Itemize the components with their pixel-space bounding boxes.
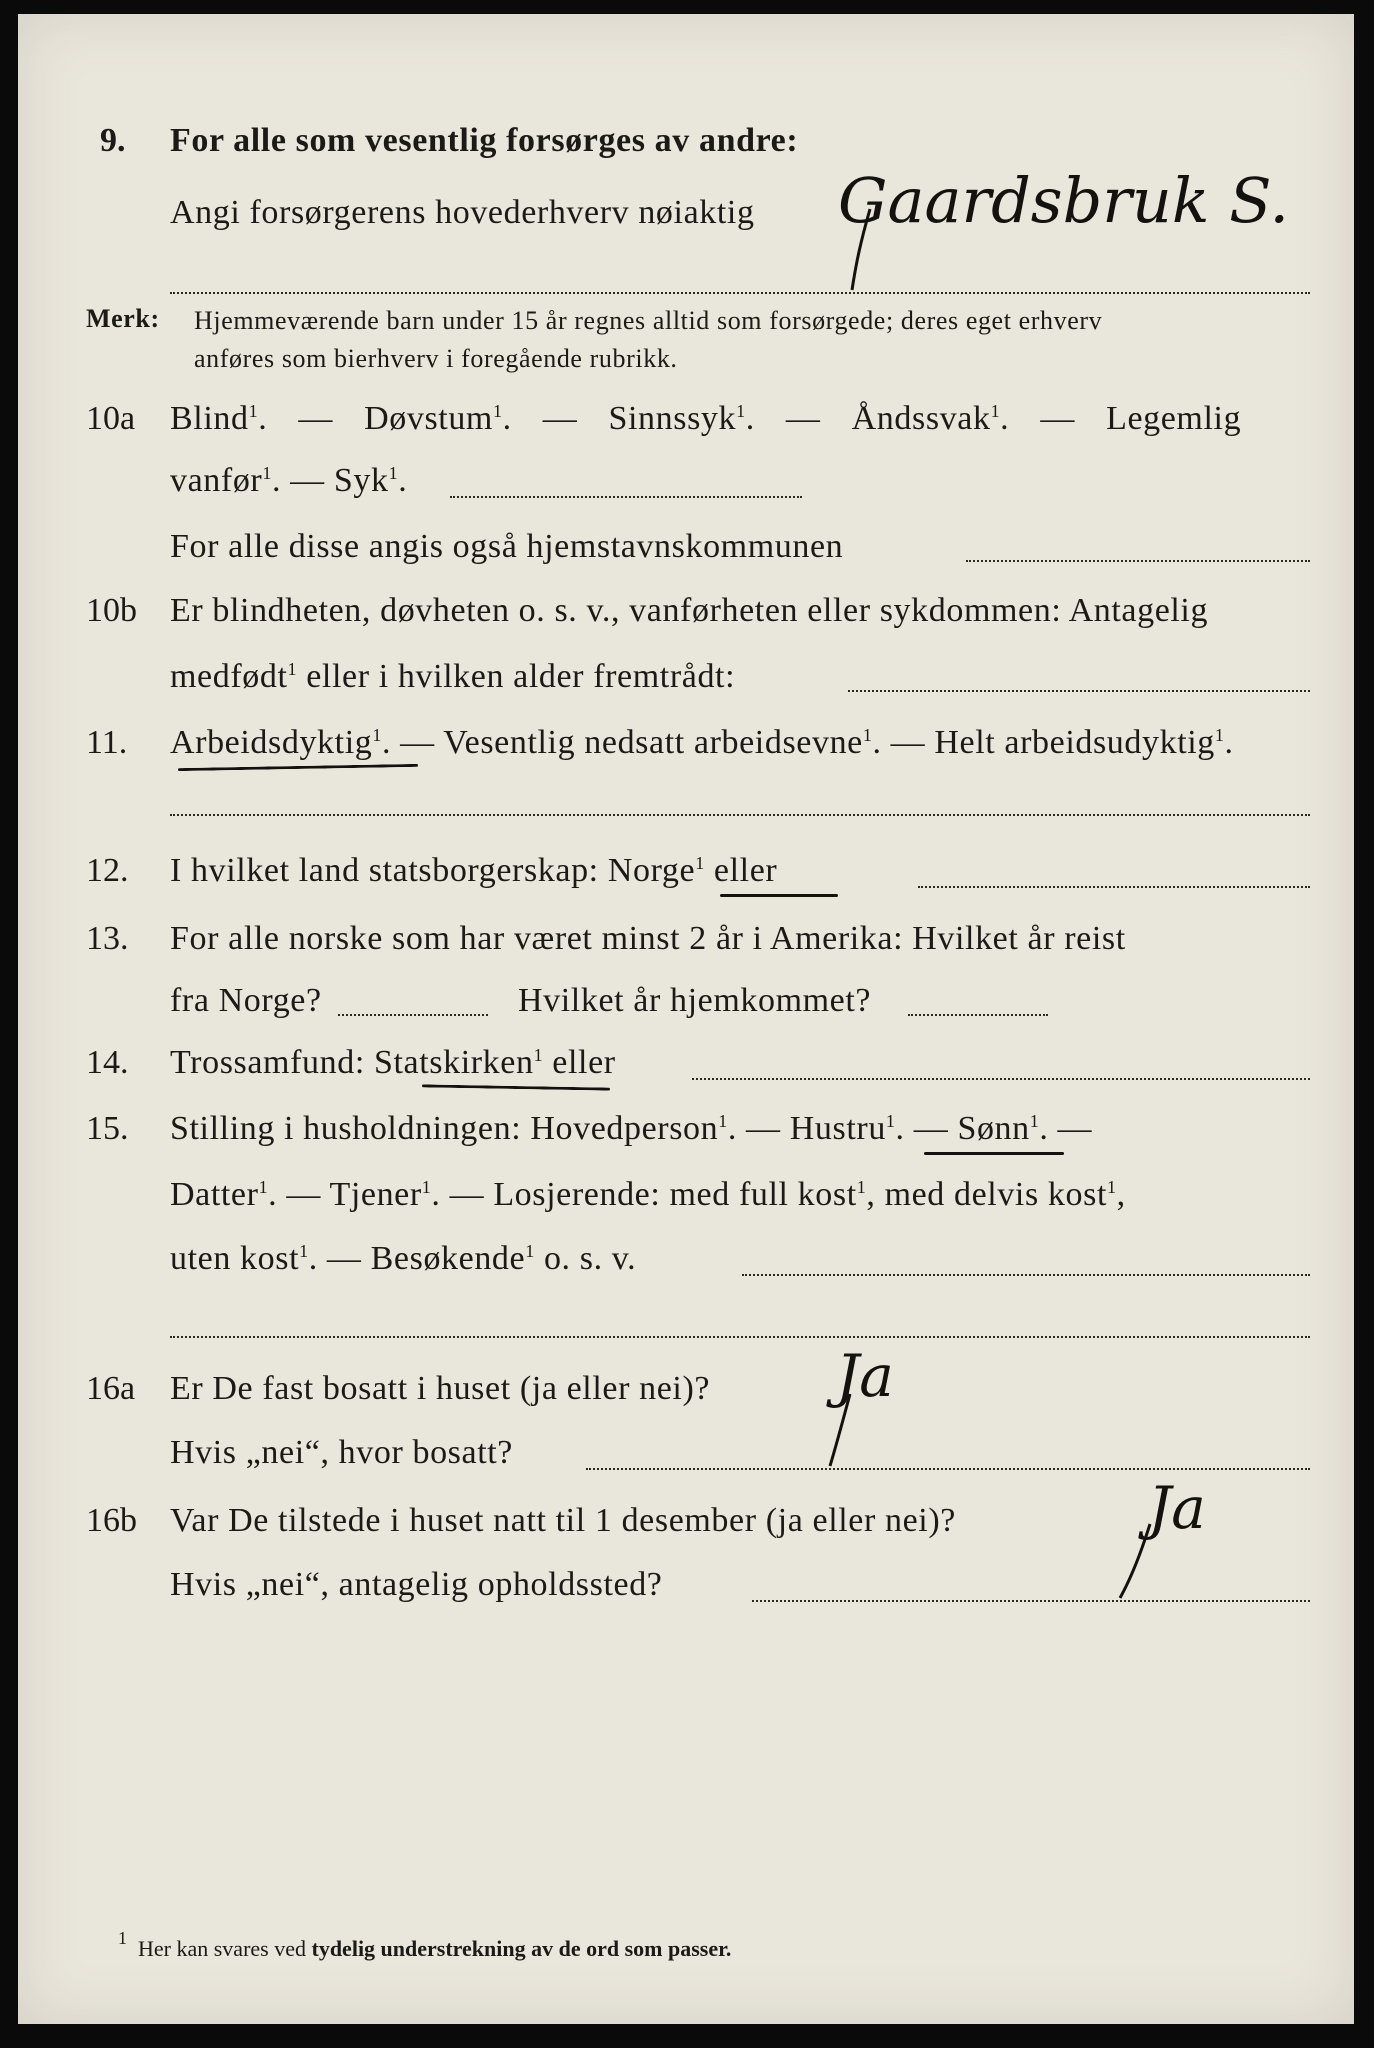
q16a-handwritten-answer: Ja <box>836 1342 894 1410</box>
item-number-16b: 16b <box>86 1502 137 1539</box>
q15-hovedperson: Hovedperson <box>530 1110 719 1147</box>
q15-sonn: Sønn <box>957 1110 1030 1147</box>
q16a-line-2: Hvis „nei“, hvor bosatt? <box>170 1434 513 1471</box>
item-number-12: 12. <box>86 852 129 889</box>
q11-line: Arbeidsdyktig$^1$. — Vesentlig nedsatt arbeidsevne$^1$. — Helt arbeidsudyktig$^1$. <box>170 724 1234 761</box>
q12-norge: Norge <box>607 852 696 889</box>
q10a-line-3: For alle disse angis også hjemstavnskommunen <box>170 528 844 565</box>
q10a-line-2: vanfør$^1$. — Syk$^1$. <box>170 462 408 499</box>
item-number-10b: 10b <box>86 592 137 629</box>
merk-line-1: Hjemmeværende barn under 15 år regnes alltid som forsørgede; deres eget erhverv <box>194 306 1103 335</box>
q12-underline-mark <box>720 894 838 897</box>
q14-underline-mark <box>422 1084 610 1090</box>
q11-rule <box>170 814 1310 816</box>
merk-label: Merk: <box>86 304 160 333</box>
q15-line-2: Datter$^1$. — Tjener$^1$. — Losjerende: med full kost$^1$, med delvis kost$^1$, <box>170 1176 1126 1213</box>
item-number-14: 14. <box>86 1044 129 1081</box>
census-form-page <box>18 14 1354 2024</box>
footnote: $^1$ Her kan svares ved tydelig understrekning av de ord som passer. <box>118 1928 732 1961</box>
q10a-line-1: Blind$^1$. — Døvstum$^1$. — Sinnssyk$^1$. — Åndssvak$^1$. — Legemlig <box>170 400 1242 437</box>
q9-handwritten-answer: Gaardsbruk S. <box>838 164 1290 237</box>
q10a-sinnssyk: Sinnssyk <box>608 400 737 437</box>
q16b-handwritten-answer: Ja <box>1148 1474 1206 1542</box>
q11-underline-mark <box>178 764 418 771</box>
q10a-andssvak: Åndssvak <box>851 400 991 437</box>
item-number-13: 13. <box>86 920 129 957</box>
q10a-legemlig: Legemlig <box>1106 400 1242 437</box>
q11-arbeidsdyktig: Arbeidsdyktig <box>170 724 373 761</box>
handwriting-stroke <box>1116 1520 1156 1602</box>
q11-nedsatt: Vesentlig nedsatt arbeidsevne <box>443 724 863 761</box>
q10a-vanfor: vanfør <box>170 462 263 499</box>
item-number-9: 9. <box>100 122 126 159</box>
q16b-line-1: Var De tilstede i huset natt til 1 desember (ja eller nei)? <box>170 1502 956 1539</box>
q15-underline-mark <box>924 1152 1064 1155</box>
q9-heading: For alle som vesentlig forsørges av andre: <box>170 122 799 159</box>
q14-field <box>692 1078 1310 1080</box>
q11-udyktig: Helt arbeidsudyktig <box>934 724 1215 761</box>
q10a-syk: Syk <box>333 462 389 499</box>
q10b-line-1: Er blindheten, døvheten o. s. v., vanførheten eller sykdommen: Antagelig <box>170 592 1209 629</box>
handwriting-stroke <box>826 1390 856 1470</box>
q15-rule <box>170 1336 1310 1338</box>
q10a-syk-field <box>450 496 802 498</box>
q9-rule <box>170 292 1310 294</box>
q16a-line-1: Er De fast bosatt i huset (ja eller nei)? <box>170 1370 711 1407</box>
q16b-field <box>752 1600 1310 1602</box>
q13-reist-field <box>338 1014 488 1016</box>
q15-field <box>742 1274 1310 1276</box>
q9-prompt: Angi forsørgerens hovederhverv nøiaktig <box>170 194 755 231</box>
q15-line-3: uten kost$^1$. — Besøkende$^1$ o. s. v. <box>170 1240 637 1277</box>
q10a-dovstum: Døvstum <box>364 400 493 437</box>
item-number-11: 11. <box>86 724 128 761</box>
q13-line-1: For alle norske som har været minst 2 år i Amerika: Hvilket år reist <box>170 920 1126 957</box>
item-number-10a: 10a <box>86 400 136 437</box>
q10b-line-2: medfødt$^1$ eller i hvilken alder fremtrådt: <box>170 658 736 695</box>
item-number-15: 15. <box>86 1110 129 1147</box>
handwriting-stroke <box>848 204 878 294</box>
merk-line-2: anføres som bierhverv i foregående rubrikk. <box>194 344 678 373</box>
q10a-kommune-field <box>966 560 1310 562</box>
q14-line: Trossamfund: Statskirken$^1$ eller <box>170 1044 616 1081</box>
q10a-blind: Blind <box>170 400 249 437</box>
q14-statskirken: Statskirken <box>373 1044 534 1081</box>
q16a-field <box>586 1468 1310 1470</box>
q15-hustru: Hustru <box>789 1110 886 1147</box>
q15-line-1: Stilling i husholdningen: Hovedperson$^1$. — Hustru$^1$. — Sønn$^1$. — <box>170 1110 1093 1147</box>
q13-line-2a: fra Norge? <box>170 982 322 1019</box>
q10b-field <box>848 690 1310 692</box>
q12-field <box>918 886 1310 888</box>
item-number-16a: 16a <box>86 1370 136 1407</box>
q16b-line-2: Hvis „nei“, antagelig opholdssted? <box>170 1566 663 1603</box>
q13-line-2b: Hvilket år hjemkommet? <box>518 982 872 1019</box>
q12-line: I hvilket land statsborgerskap: Norge$^1$ eller <box>170 852 778 889</box>
q13-hjemkommet-field <box>908 1014 1048 1016</box>
